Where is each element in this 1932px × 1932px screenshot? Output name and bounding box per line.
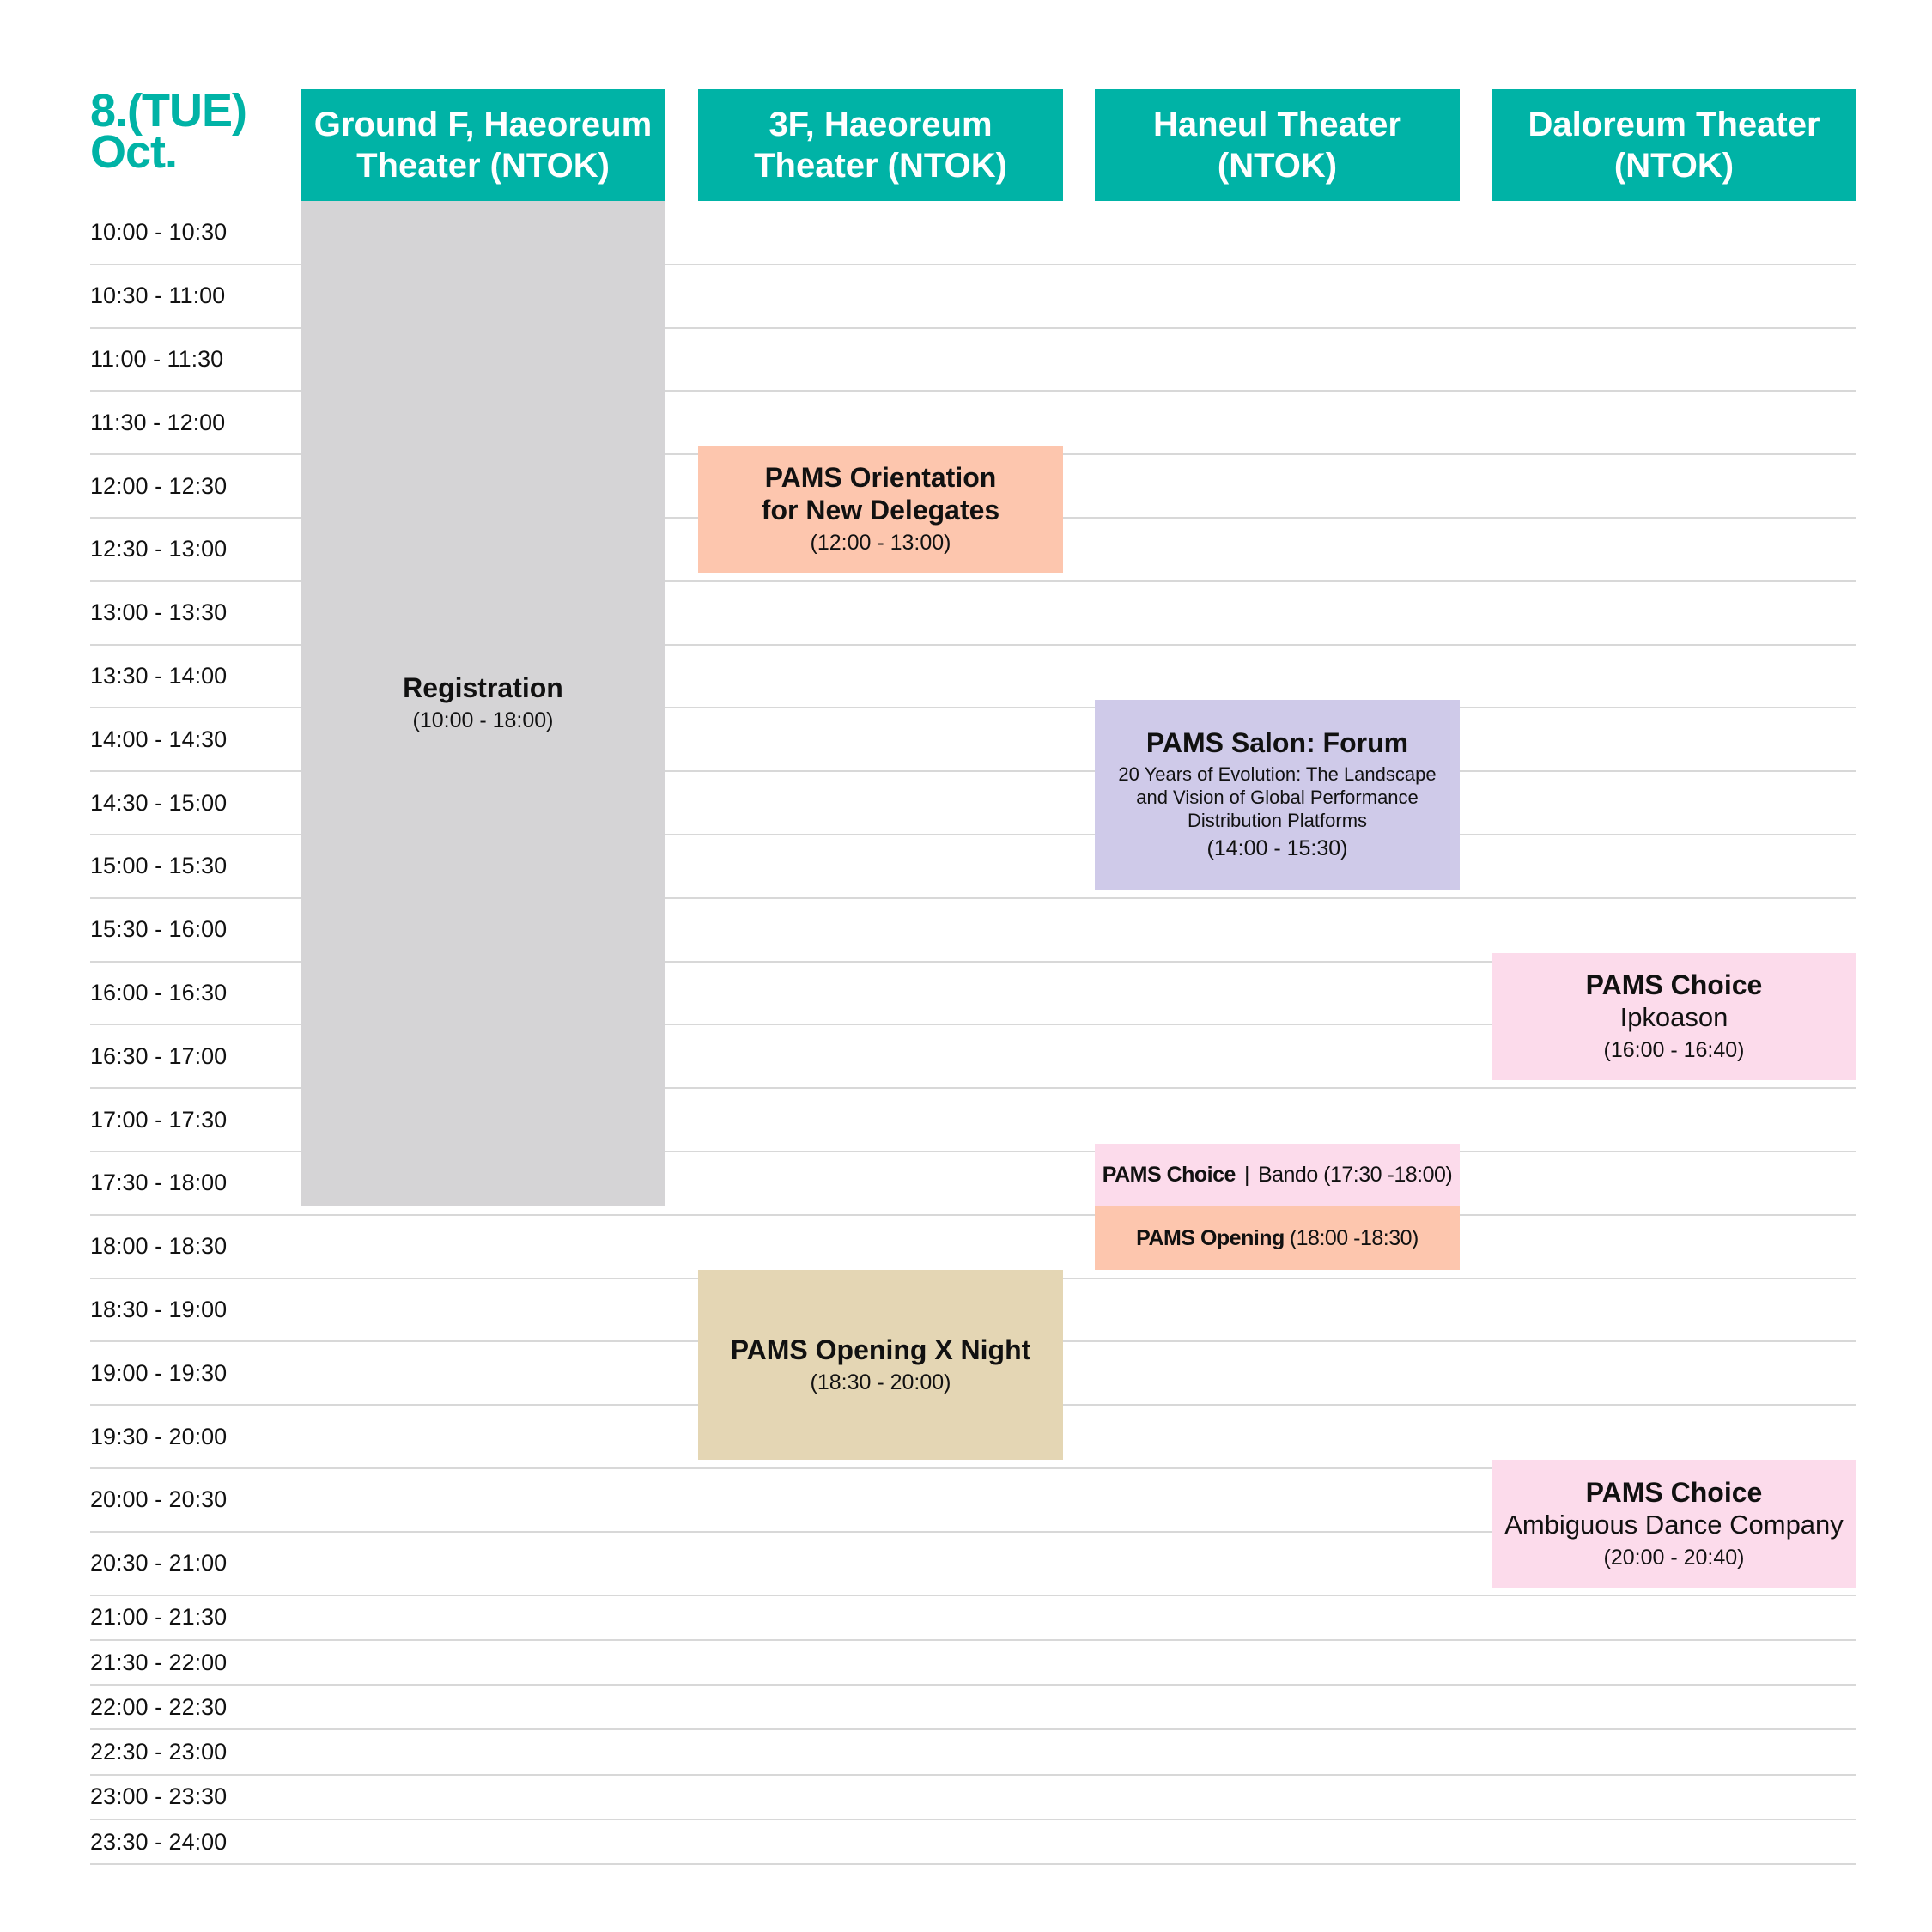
time-slot-label: 22:00 - 22:30 [90,1693,228,1720]
time-slot-label: 11:30 - 12:00 [90,409,226,435]
time-slot-label: 13:00 - 13:30 [90,599,228,626]
row-divider [90,1639,1856,1641]
row-divider [90,1595,1856,1596]
row-divider [90,1863,1856,1865]
row-divider [90,1684,1856,1686]
time-slot-label: 21:00 - 21:30 [90,1604,228,1631]
event-detail: Bando (17:30 -18:00) [1257,1163,1453,1187]
time-slot-label: 10:30 - 11:00 [90,283,226,309]
event-title: PAMS Salon: Forum [1145,727,1409,758]
time-slot-label: 14:00 - 14:30 [90,726,228,752]
time-slot-label: 12:30 - 13:00 [90,536,228,562]
event-description-line: Distribution Platforms [1187,810,1368,831]
venue-header-line: 3F, Haeoreum [769,106,993,143]
time-slot-label: 13:30 - 14:00 [90,662,228,689]
row-divider [90,1819,1856,1820]
event-time: (14:00 - 15:30) [1206,836,1348,860]
venue-header-line: (NTOK) [1217,147,1338,185]
time-slot-label: 19:30 - 20:00 [90,1423,228,1449]
time-slot-label: 14:30 - 15:00 [90,789,228,816]
venue-header-line: Theater (NTOK) [356,147,610,185]
time-slot-label: 18:00 - 18:30 [90,1233,228,1260]
event-subtitle: Ambiguous Dance Company [1504,1509,1844,1540]
event-description-line: 20 Years of Evolution: The Landscape [1118,763,1437,785]
time-slot-label: 11:00 - 11:30 [90,345,224,372]
venue-header-line: Haneul Theater [1153,106,1401,143]
event-pams-choice-ambiguous[interactable] [1492,1460,1856,1588]
venue-header-line: Theater (NTOK) [754,147,1007,185]
time-slot-label: 16:00 - 16:30 [90,979,228,1005]
time-slot-label: 21:30 - 22:00 [90,1649,228,1675]
event-pams-orientation[interactable] [698,446,1063,573]
event-pams-salon-forum[interactable] [1095,700,1460,890]
venue-header-ground-f [301,89,665,201]
event-time: (20:00 - 20:40) [1603,1545,1745,1570]
time-slot-label: 15:00 - 15:30 [90,853,228,879]
event-pams-choice-ipkoason[interactable] [1492,953,1856,1080]
time-slot-label: 23:00 - 23:30 [90,1783,228,1810]
event-pams-choice-bando[interactable] [1095,1144,1460,1206]
time-slot-label: 20:00 - 20:30 [90,1486,228,1513]
time-slot-label: 22:30 - 23:00 [90,1739,228,1765]
event-title: PAMS Choice [1102,1163,1236,1187]
venue-header-line: Daloreum Theater [1528,106,1820,143]
row-divider [90,1774,1856,1776]
event-time: (18:30 - 20:00) [810,1370,951,1394]
event-title: PAMS Opening [1136,1225,1285,1250]
schedule-day: 8.(TUE) [90,85,246,137]
event-title: PAMS Opening X Night [730,1334,1031,1365]
time-slot-label: 15:30 - 16:00 [90,916,228,943]
schedule-date [90,85,246,178]
time-slot-label: 12:00 - 12:30 [90,472,228,499]
event-pams-opening[interactable] [1095,1206,1460,1270]
event-registration[interactable] [301,201,665,1206]
event-subtitle: Ipkoason [1619,1002,1728,1032]
event-time: (10:00 - 18:00) [412,708,554,732]
event-title: PAMS Orientation [764,462,997,493]
time-slot-label: 19:00 - 19:30 [90,1359,228,1386]
separator: | [1243,1163,1249,1187]
time-slot-label: 17:30 - 18:00 [90,1170,228,1196]
event-title: Registration [403,672,563,703]
time-slot-label: 17:00 - 17:30 [90,1106,228,1133]
time-slot-label: 16:30 - 17:00 [90,1042,228,1069]
row-divider [90,1728,1856,1730]
event-title: for New Delegates [761,495,1000,526]
venue-header-3f [698,89,1063,201]
time-slot-label: 18:30 - 19:00 [90,1296,228,1322]
venue-header-line: (NTOK) [1613,147,1735,185]
venue-header-daloreum [1492,89,1856,201]
event-title: PAMS Choice [1585,969,1763,1000]
event-description [1118,762,1436,832]
time-slot-label: 20:30 - 21:00 [90,1550,228,1577]
event-time: (18:00 -18:30) [1289,1225,1419,1250]
event-pams-opening-x-night[interactable] [698,1270,1063,1460]
time-slot-label: 10:00 - 10:30 [90,219,228,246]
event-time: (12:00 - 13:00) [810,531,951,555]
venue-header-line: Ground F, Haeoreum [313,106,653,143]
time-slot-label: 23:30 - 24:00 [90,1828,228,1855]
event-title: PAMS Choice [1585,1476,1763,1508]
row-divider [90,1214,1856,1216]
event-time: (16:00 - 16:40) [1603,1038,1745,1062]
schedule-month: Oct. [90,126,178,178]
event-description-line: and Vision of Global Performance [1136,787,1419,808]
venue-header-haneul [1095,89,1460,201]
